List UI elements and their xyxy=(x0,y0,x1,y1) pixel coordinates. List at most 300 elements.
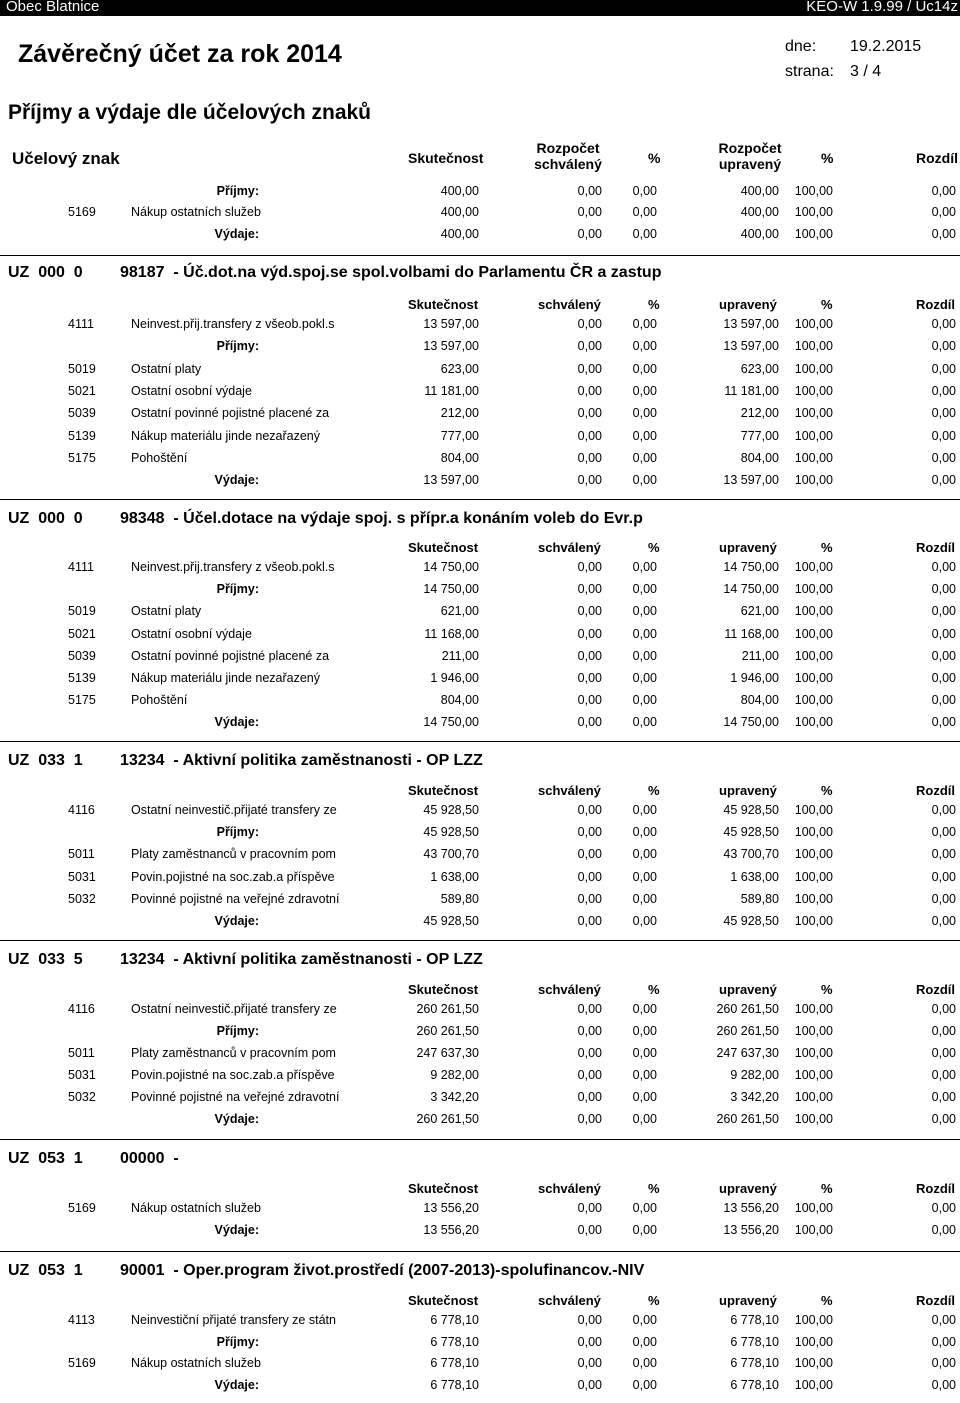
value-skutecnost: 804,00 xyxy=(440,693,479,707)
value-schvaleny: 0,00 xyxy=(577,1335,602,1349)
value-pct-upraveny: 100,00 xyxy=(794,1112,833,1126)
value-schvaleny: 0,00 xyxy=(577,560,602,574)
value-rozdil: 0,00 xyxy=(931,339,956,353)
table-row xyxy=(0,205,960,223)
value-rozdil: 0,00 xyxy=(931,473,956,487)
value-rozdil: 0,00 xyxy=(931,847,956,861)
value-upraveny: 260 261,50 xyxy=(716,1112,779,1126)
section-title xyxy=(8,752,483,770)
value-pct-schvaleny: 0,00 xyxy=(632,1112,657,1126)
value-skutecnost: 45 928,50 xyxy=(423,914,479,928)
row-code: 5019 xyxy=(68,604,96,618)
row-code: 5011 xyxy=(68,1046,95,1060)
summary-row xyxy=(0,715,960,733)
value-upraveny: 6 778,10 xyxy=(730,1378,779,1392)
divider xyxy=(0,499,960,500)
divider xyxy=(0,741,960,742)
col-pct-1: % xyxy=(648,540,660,555)
value-skutecnost: 13 556,20 xyxy=(423,1201,479,1215)
value-pct-schvaleny: 0,00 xyxy=(632,205,657,219)
value-schvaleny: 0,00 xyxy=(577,582,602,596)
table-row xyxy=(0,1201,960,1219)
col-skutecnost: Skutečnost xyxy=(408,783,479,798)
value-upraveny: 14 750,00 xyxy=(723,560,779,574)
value-schvaleny: 0,00 xyxy=(577,362,602,376)
row-total-label: Výdaje: xyxy=(214,715,259,729)
table-row xyxy=(0,1090,960,1108)
value-pct-schvaleny: 0,00 xyxy=(632,384,657,398)
table-row xyxy=(0,1002,960,1020)
value-schvaleny: 0,00 xyxy=(577,406,602,420)
value-pct-schvaleny: 0,00 xyxy=(632,671,657,685)
summary-row xyxy=(0,1112,960,1130)
value-pct-upraveny: 100,00 xyxy=(794,1313,833,1327)
value-pct-upraveny: 100,00 xyxy=(794,604,833,618)
value-rozdil: 0,00 xyxy=(931,870,956,884)
table-row xyxy=(0,1313,960,1331)
value-skutecnost: 45 928,50 xyxy=(423,825,479,839)
col-pct-2: % xyxy=(821,1181,833,1196)
col-rozdil: Rozdíl xyxy=(916,297,955,312)
value-pct-upraveny: 100,00 xyxy=(794,671,833,685)
value-pct-upraveny: 100,00 xyxy=(794,847,833,861)
row-total-label: Příjmy: xyxy=(216,825,259,839)
value-pct-schvaleny: 0,00 xyxy=(632,803,657,817)
col-upraveny: upravený xyxy=(719,1293,777,1308)
row-code: 5139 xyxy=(68,671,96,685)
value-skutecnost: 621,00 xyxy=(440,604,479,618)
row-code: 5169 xyxy=(68,1356,96,1370)
row-total-label: Výdaje: xyxy=(214,473,259,487)
row-code: 5031 xyxy=(68,1068,96,1082)
col-pct-2: % xyxy=(821,297,833,312)
value-rozdil: 0,00 xyxy=(931,825,956,839)
value-skutecnost: 211,00 xyxy=(441,649,479,663)
value-skutecnost: 11 168,00 xyxy=(424,627,479,641)
table-row xyxy=(0,1356,960,1374)
summary-row xyxy=(0,914,960,932)
value-upraveny: 400,00 xyxy=(740,184,779,198)
value-schvaleny: 0,00 xyxy=(577,473,602,487)
col-upraveny: upravený xyxy=(719,1181,777,1196)
row-code: 5031 xyxy=(68,870,96,884)
section-name: 98348 - Účel.dotace na výdaje spoj. s přípr.a konáním voleb do Evr.p xyxy=(120,510,643,527)
value-schvaleny: 0,00 xyxy=(577,803,602,817)
row-code: 4113 xyxy=(68,1313,95,1327)
value-schvaleny: 0,00 xyxy=(577,627,602,641)
value-upraveny: 777,00 xyxy=(740,429,779,443)
section-uz-code: UZ 033 5 xyxy=(8,951,83,968)
value-skutecnost: 260 261,50 xyxy=(416,1024,479,1038)
value-rozdil: 0,00 xyxy=(931,1002,956,1016)
value-skutecnost: 13 556,20 xyxy=(423,1223,479,1237)
value-schvaleny: 0,00 xyxy=(577,649,602,663)
table-row xyxy=(0,451,960,469)
section-title xyxy=(8,1262,644,1280)
value-upraveny: 623,00 xyxy=(740,362,779,376)
value-upraveny: 13 597,00 xyxy=(723,317,779,331)
section-name: 98187 - Úč.dot.na výd.spoj.se spol.volbami do Parlamentu ČR a zastup xyxy=(120,264,662,281)
table-row xyxy=(0,847,960,865)
value-upraveny: 13 556,20 xyxy=(723,1201,779,1215)
row-code: 4111 xyxy=(68,560,94,574)
col-rozdil: Rozdíl xyxy=(916,540,955,555)
value-rozdil: 0,00 xyxy=(931,1356,956,1370)
summary-row xyxy=(0,339,960,357)
value-upraveny: 400,00 xyxy=(740,227,779,241)
value-schvaleny: 0,00 xyxy=(577,451,602,465)
section-uz-code: UZ 053 1 xyxy=(8,1150,83,1167)
value-upraveny: 804,00 xyxy=(740,693,779,707)
value-schvaleny: 0,00 xyxy=(577,870,602,884)
value-pct-upraveny: 100,00 xyxy=(794,1024,833,1038)
row-total-label: Příjmy: xyxy=(216,339,259,353)
value-pct-schvaleny: 0,00 xyxy=(632,693,657,707)
value-rozdil: 0,00 xyxy=(931,803,956,817)
table-row xyxy=(0,627,960,645)
value-rozdil: 0,00 xyxy=(931,1335,956,1349)
value-pct-upraveny: 100,00 xyxy=(794,384,833,398)
value-skutecnost: 777,00 xyxy=(440,429,479,443)
section-title xyxy=(8,1150,179,1168)
table-row xyxy=(0,649,960,667)
value-rozdil: 0,00 xyxy=(931,671,956,685)
value-upraveny: 45 928,50 xyxy=(723,803,779,817)
value-pct-schvaleny: 0,00 xyxy=(632,317,657,331)
value-rozdil: 0,00 xyxy=(931,451,956,465)
col-pct-2: % xyxy=(821,540,833,555)
value-schvaleny: 0,00 xyxy=(577,227,602,241)
value-skutecnost: 247 637,30 xyxy=(416,1046,479,1060)
page-title: Závěrečný účet za rok 2014 xyxy=(18,40,342,68)
value-upraveny: 400,00 xyxy=(740,205,779,219)
value-pct-upraveny: 100,00 xyxy=(794,1046,833,1060)
value-upraveny: 6 778,10 xyxy=(730,1313,779,1327)
schvaleny-label: schválený xyxy=(534,156,602,172)
value-upraveny: 45 928,50 xyxy=(723,825,779,839)
value-pct-schvaleny: 0,00 xyxy=(632,847,657,861)
top-bar xyxy=(0,0,960,16)
value-schvaleny: 0,00 xyxy=(577,1378,602,1392)
row-code: 5039 xyxy=(68,406,96,420)
summary-row xyxy=(0,582,960,600)
section-title xyxy=(8,951,483,969)
col-pct-1: % xyxy=(648,297,660,312)
value-skutecnost: 400,00 xyxy=(440,227,479,241)
table-row xyxy=(0,604,960,622)
table-row xyxy=(0,384,960,402)
col-skutecnost: Skutečnost xyxy=(408,982,479,997)
value-upraveny: 621,00 xyxy=(740,604,779,618)
rozpocet-label: Rozpočet xyxy=(536,140,600,156)
value-pct-upraveny: 100,00 xyxy=(794,1335,833,1349)
value-rozdil: 0,00 xyxy=(931,227,956,241)
section-column-header xyxy=(0,783,960,799)
value-pct-schvaleny: 0,00 xyxy=(632,715,657,729)
value-rozdil: 0,00 xyxy=(931,1201,956,1215)
value-rozdil: 0,00 xyxy=(931,604,956,618)
value-pct-schvaleny: 0,00 xyxy=(632,1223,657,1237)
value-upraveny: 6 778,10 xyxy=(730,1335,779,1349)
value-skutecnost: 9 282,00 xyxy=(430,1068,479,1082)
summary-row xyxy=(0,825,960,843)
value-skutecnost: 6 778,10 xyxy=(430,1335,479,1349)
row-code: 5175 xyxy=(68,451,96,465)
value-schvaleny: 0,00 xyxy=(577,914,602,928)
col-schvaleny: schválený xyxy=(538,297,601,312)
value-pct-schvaleny: 0,00 xyxy=(632,227,657,241)
value-pct-upraveny: 100,00 xyxy=(794,1378,833,1392)
summary-row xyxy=(0,473,960,491)
value-rozdil: 0,00 xyxy=(931,560,956,574)
col-pct-1: % xyxy=(648,1181,660,1196)
col-upraveny: upravený xyxy=(719,982,777,997)
col-rozdil: Rozdíl xyxy=(916,783,955,798)
value-upraveny: 212,00 xyxy=(740,406,779,420)
value-rozdil: 0,00 xyxy=(931,649,956,663)
value-pct-upraveny: 100,00 xyxy=(794,1223,833,1237)
value-schvaleny: 0,00 xyxy=(577,1090,602,1104)
value-skutecnost: 589,80 xyxy=(440,892,479,906)
section-uz-code: UZ 053 1 xyxy=(8,1262,83,1279)
value-skutecnost: 13 597,00 xyxy=(423,473,479,487)
report-subtitle: Příjmy a výdaje dle účelových znaků xyxy=(8,101,371,124)
table-row xyxy=(0,1046,960,1064)
row-name: Povinné pojistné na veřejné zdravotní xyxy=(131,892,340,906)
value-skutecnost: 260 261,50 xyxy=(416,1002,479,1016)
row-total-label: Výdaje: xyxy=(214,227,259,241)
col-upraveny: upravený xyxy=(719,783,777,798)
col-skutecnost: Skutečnost xyxy=(408,540,479,555)
value-skutecnost: 14 750,00 xyxy=(423,715,479,729)
value-upraveny: 804,00 xyxy=(740,451,779,465)
col-skutecnost: Skutečnost xyxy=(408,297,479,312)
row-code: 5039 xyxy=(68,649,96,663)
row-total-label: Výdaje: xyxy=(214,1223,259,1237)
value-schvaleny: 0,00 xyxy=(577,1068,602,1082)
org-name: Obec Blatnice xyxy=(6,0,100,15)
col-pct-2: % xyxy=(821,150,834,166)
table-row xyxy=(0,560,960,578)
value-schvaleny: 0,00 xyxy=(577,1112,602,1126)
col-schvaleny: schválený xyxy=(538,1181,601,1196)
col-schvaleny: schválený xyxy=(538,783,601,798)
value-schvaleny: 0,00 xyxy=(577,317,602,331)
row-total-label: Příjmy: xyxy=(216,184,259,198)
col-pct-1: % xyxy=(648,150,661,166)
value-rozdil: 0,00 xyxy=(931,582,956,596)
row-code: 5169 xyxy=(68,1201,96,1215)
col-rozdil: Rozdíl xyxy=(916,1293,955,1308)
table-row xyxy=(0,693,960,711)
page-label: strana: xyxy=(785,63,834,80)
value-schvaleny: 0,00 xyxy=(577,429,602,443)
value-pct-schvaleny: 0,00 xyxy=(632,1068,657,1082)
row-name: Pohoštění xyxy=(131,451,188,465)
value-pct-schvaleny: 0,00 xyxy=(632,892,657,906)
value-pct-upraveny: 100,00 xyxy=(794,715,833,729)
value-upraveny: 260 261,50 xyxy=(716,1024,779,1038)
value-pct-upraveny: 100,00 xyxy=(794,362,833,376)
section-title xyxy=(8,510,643,528)
divider xyxy=(0,1251,960,1252)
value-rozdil: 0,00 xyxy=(931,317,956,331)
col-rozpocet-upraveny xyxy=(712,140,788,172)
value-schvaleny: 0,00 xyxy=(577,604,602,618)
row-name: Ostatní povinné pojistné placené za xyxy=(131,406,330,420)
value-pct-schvaleny: 0,00 xyxy=(632,649,657,663)
page-value: 3 / 4 xyxy=(850,63,882,80)
value-schvaleny: 0,00 xyxy=(577,1046,602,1060)
value-skutecnost: 804,00 xyxy=(440,451,479,465)
value-upraveny: 13 597,00 xyxy=(723,473,779,487)
value-upraveny: 3 342,20 xyxy=(730,1090,779,1104)
value-schvaleny: 0,00 xyxy=(577,339,602,353)
value-pct-schvaleny: 0,00 xyxy=(632,362,657,376)
row-name: Povinné pojistné na veřejné zdravotní xyxy=(131,1090,340,1104)
value-pct-schvaleny: 0,00 xyxy=(632,1356,657,1370)
value-pct-schvaleny: 0,00 xyxy=(632,339,657,353)
row-code: 5032 xyxy=(68,1090,96,1104)
section-uz-code: UZ 033 1 xyxy=(8,752,83,769)
col-schvaleny: schválený xyxy=(538,982,601,997)
row-code: 5019 xyxy=(68,362,96,376)
value-pct-upraveny: 100,00 xyxy=(794,184,833,198)
row-code: 5175 xyxy=(68,693,96,707)
row-name: Ostatní neinvestič.přijaté transfery ze xyxy=(131,1002,337,1016)
value-upraveny: 589,80 xyxy=(740,892,779,906)
table-row xyxy=(0,803,960,821)
value-rozdil: 0,00 xyxy=(931,429,956,443)
value-pct-schvaleny: 0,00 xyxy=(632,1313,657,1327)
value-pct-schvaleny: 0,00 xyxy=(632,914,657,928)
value-rozdil: 0,00 xyxy=(931,384,956,398)
value-pct-upraveny: 100,00 xyxy=(794,339,833,353)
value-schvaleny: 0,00 xyxy=(577,184,602,198)
value-schvaleny: 0,00 xyxy=(577,205,602,219)
value-pct-upraveny: 100,00 xyxy=(794,1002,833,1016)
value-pct-schvaleny: 0,00 xyxy=(632,1201,657,1215)
value-pct-upraveny: 100,00 xyxy=(794,693,833,707)
col-schvaleny: schválený xyxy=(538,1293,601,1308)
value-schvaleny: 0,00 xyxy=(577,1313,602,1327)
section-uz-code: UZ 000 0 xyxy=(8,510,83,527)
summary-row xyxy=(0,1378,960,1396)
col-schvaleny: schválený xyxy=(538,540,601,555)
summary-row xyxy=(0,1335,960,1353)
value-pct-schvaleny: 0,00 xyxy=(632,429,657,443)
value-skutecnost: 13 597,00 xyxy=(423,317,479,331)
value-pct-schvaleny: 0,00 xyxy=(632,870,657,884)
row-total-label: Příjmy: xyxy=(216,1024,259,1038)
value-upraveny: 6 778,10 xyxy=(730,1356,779,1370)
value-rozdil: 0,00 xyxy=(931,1024,956,1038)
section-name: 00000 - xyxy=(120,1150,179,1167)
summary-row xyxy=(0,1024,960,1042)
col-pct-2: % xyxy=(821,982,833,997)
value-skutecnost: 43 700,70 xyxy=(423,847,479,861)
value-pct-schvaleny: 0,00 xyxy=(632,1335,657,1349)
row-name: Ostatní neinvestič.přijaté transfery ze xyxy=(131,803,337,817)
section-column-header xyxy=(0,540,960,556)
summary-row xyxy=(0,1223,960,1241)
value-pct-upraveny: 100,00 xyxy=(794,582,833,596)
value-pct-upraveny: 100,00 xyxy=(794,227,833,241)
row-code: 5169 xyxy=(68,205,96,219)
row-total-label: Výdaje: xyxy=(214,1378,259,1392)
value-upraveny: 43 700,70 xyxy=(723,847,779,861)
value-pct-upraveny: 100,00 xyxy=(794,892,833,906)
value-pct-schvaleny: 0,00 xyxy=(632,627,657,641)
value-upraveny: 211,00 xyxy=(741,649,779,663)
value-pct-upraveny: 100,00 xyxy=(794,406,833,420)
section-name: 13234 - Aktivní politika zaměstnanosti - OP LZZ xyxy=(120,752,483,769)
row-name: Nákup materiálu jinde nezařazený xyxy=(131,671,320,685)
value-upraveny: 13 597,00 xyxy=(723,339,779,353)
row-name: Ostatní platy xyxy=(131,604,202,618)
row-name: Nákup ostatních služeb xyxy=(131,1356,261,1370)
row-name: Platy zaměstnanců v pracovním pom xyxy=(131,1046,336,1060)
value-pct-schvaleny: 0,00 xyxy=(632,1046,657,1060)
main-column-header xyxy=(0,140,960,184)
row-name: Nákup ostatních služeb xyxy=(131,205,261,219)
app-version: KEO-W 1.9.99 / Uc14z xyxy=(806,0,958,15)
value-pct-upraveny: 100,00 xyxy=(794,473,833,487)
value-pct-upraveny: 100,00 xyxy=(794,205,833,219)
value-schvaleny: 0,00 xyxy=(577,1356,602,1370)
value-rozdil: 0,00 xyxy=(931,914,956,928)
value-pct-schvaleny: 0,00 xyxy=(632,1378,657,1392)
value-pct-upraveny: 100,00 xyxy=(794,825,833,839)
section-title xyxy=(8,264,661,282)
row-total-label: Výdaje: xyxy=(214,1112,259,1126)
value-schvaleny: 0,00 xyxy=(577,715,602,729)
table-row xyxy=(0,1068,960,1086)
value-skutecnost: 11 181,00 xyxy=(424,384,479,398)
divider xyxy=(0,940,960,941)
value-upraveny: 1 638,00 xyxy=(730,870,779,884)
value-rozdil: 0,00 xyxy=(931,1046,956,1060)
col-pct-2: % xyxy=(821,783,833,798)
row-name: Platy zaměstnanců v pracovním pom xyxy=(131,847,336,861)
row-name: Ostatní platy xyxy=(131,362,202,376)
value-skutecnost: 13 597,00 xyxy=(423,339,479,353)
row-name: Nákup ostatních služeb xyxy=(131,1201,261,1215)
value-rozdil: 0,00 xyxy=(931,205,956,219)
value-rozdil: 0,00 xyxy=(931,892,956,906)
col-pct-2: % xyxy=(821,1293,833,1308)
row-name: Neinvestiční přijaté transfery ze státn xyxy=(131,1313,336,1327)
col-rozdil: Rozdíl xyxy=(916,1181,955,1196)
row-name: Nákup materiálu jinde nezařazený xyxy=(131,429,320,443)
value-pct-schvaleny: 0,00 xyxy=(632,406,657,420)
rozpocet-label: Rozpočet xyxy=(718,140,782,156)
summary-row xyxy=(0,227,960,245)
row-name: Neinvest.přij.transfery z všeob.pokl.s xyxy=(131,317,335,331)
value-upraveny: 11 168,00 xyxy=(724,627,779,641)
value-skutecnost: 14 750,00 xyxy=(423,560,479,574)
value-skutecnost: 1 946,00 xyxy=(430,671,479,685)
row-name: Neinvest.přij.transfery z všeob.pokl.s xyxy=(131,560,335,574)
value-rozdil: 0,00 xyxy=(931,1313,956,1327)
row-name: Povin.pojistné na soc.zab.a příspěve xyxy=(131,1068,335,1082)
table-row xyxy=(0,870,960,888)
value-pct-upraveny: 100,00 xyxy=(794,1090,833,1104)
table-row xyxy=(0,362,960,380)
col-pct-1: % xyxy=(648,982,660,997)
value-skutecnost: 400,00 xyxy=(440,184,479,198)
value-rozdil: 0,00 xyxy=(931,1378,956,1392)
